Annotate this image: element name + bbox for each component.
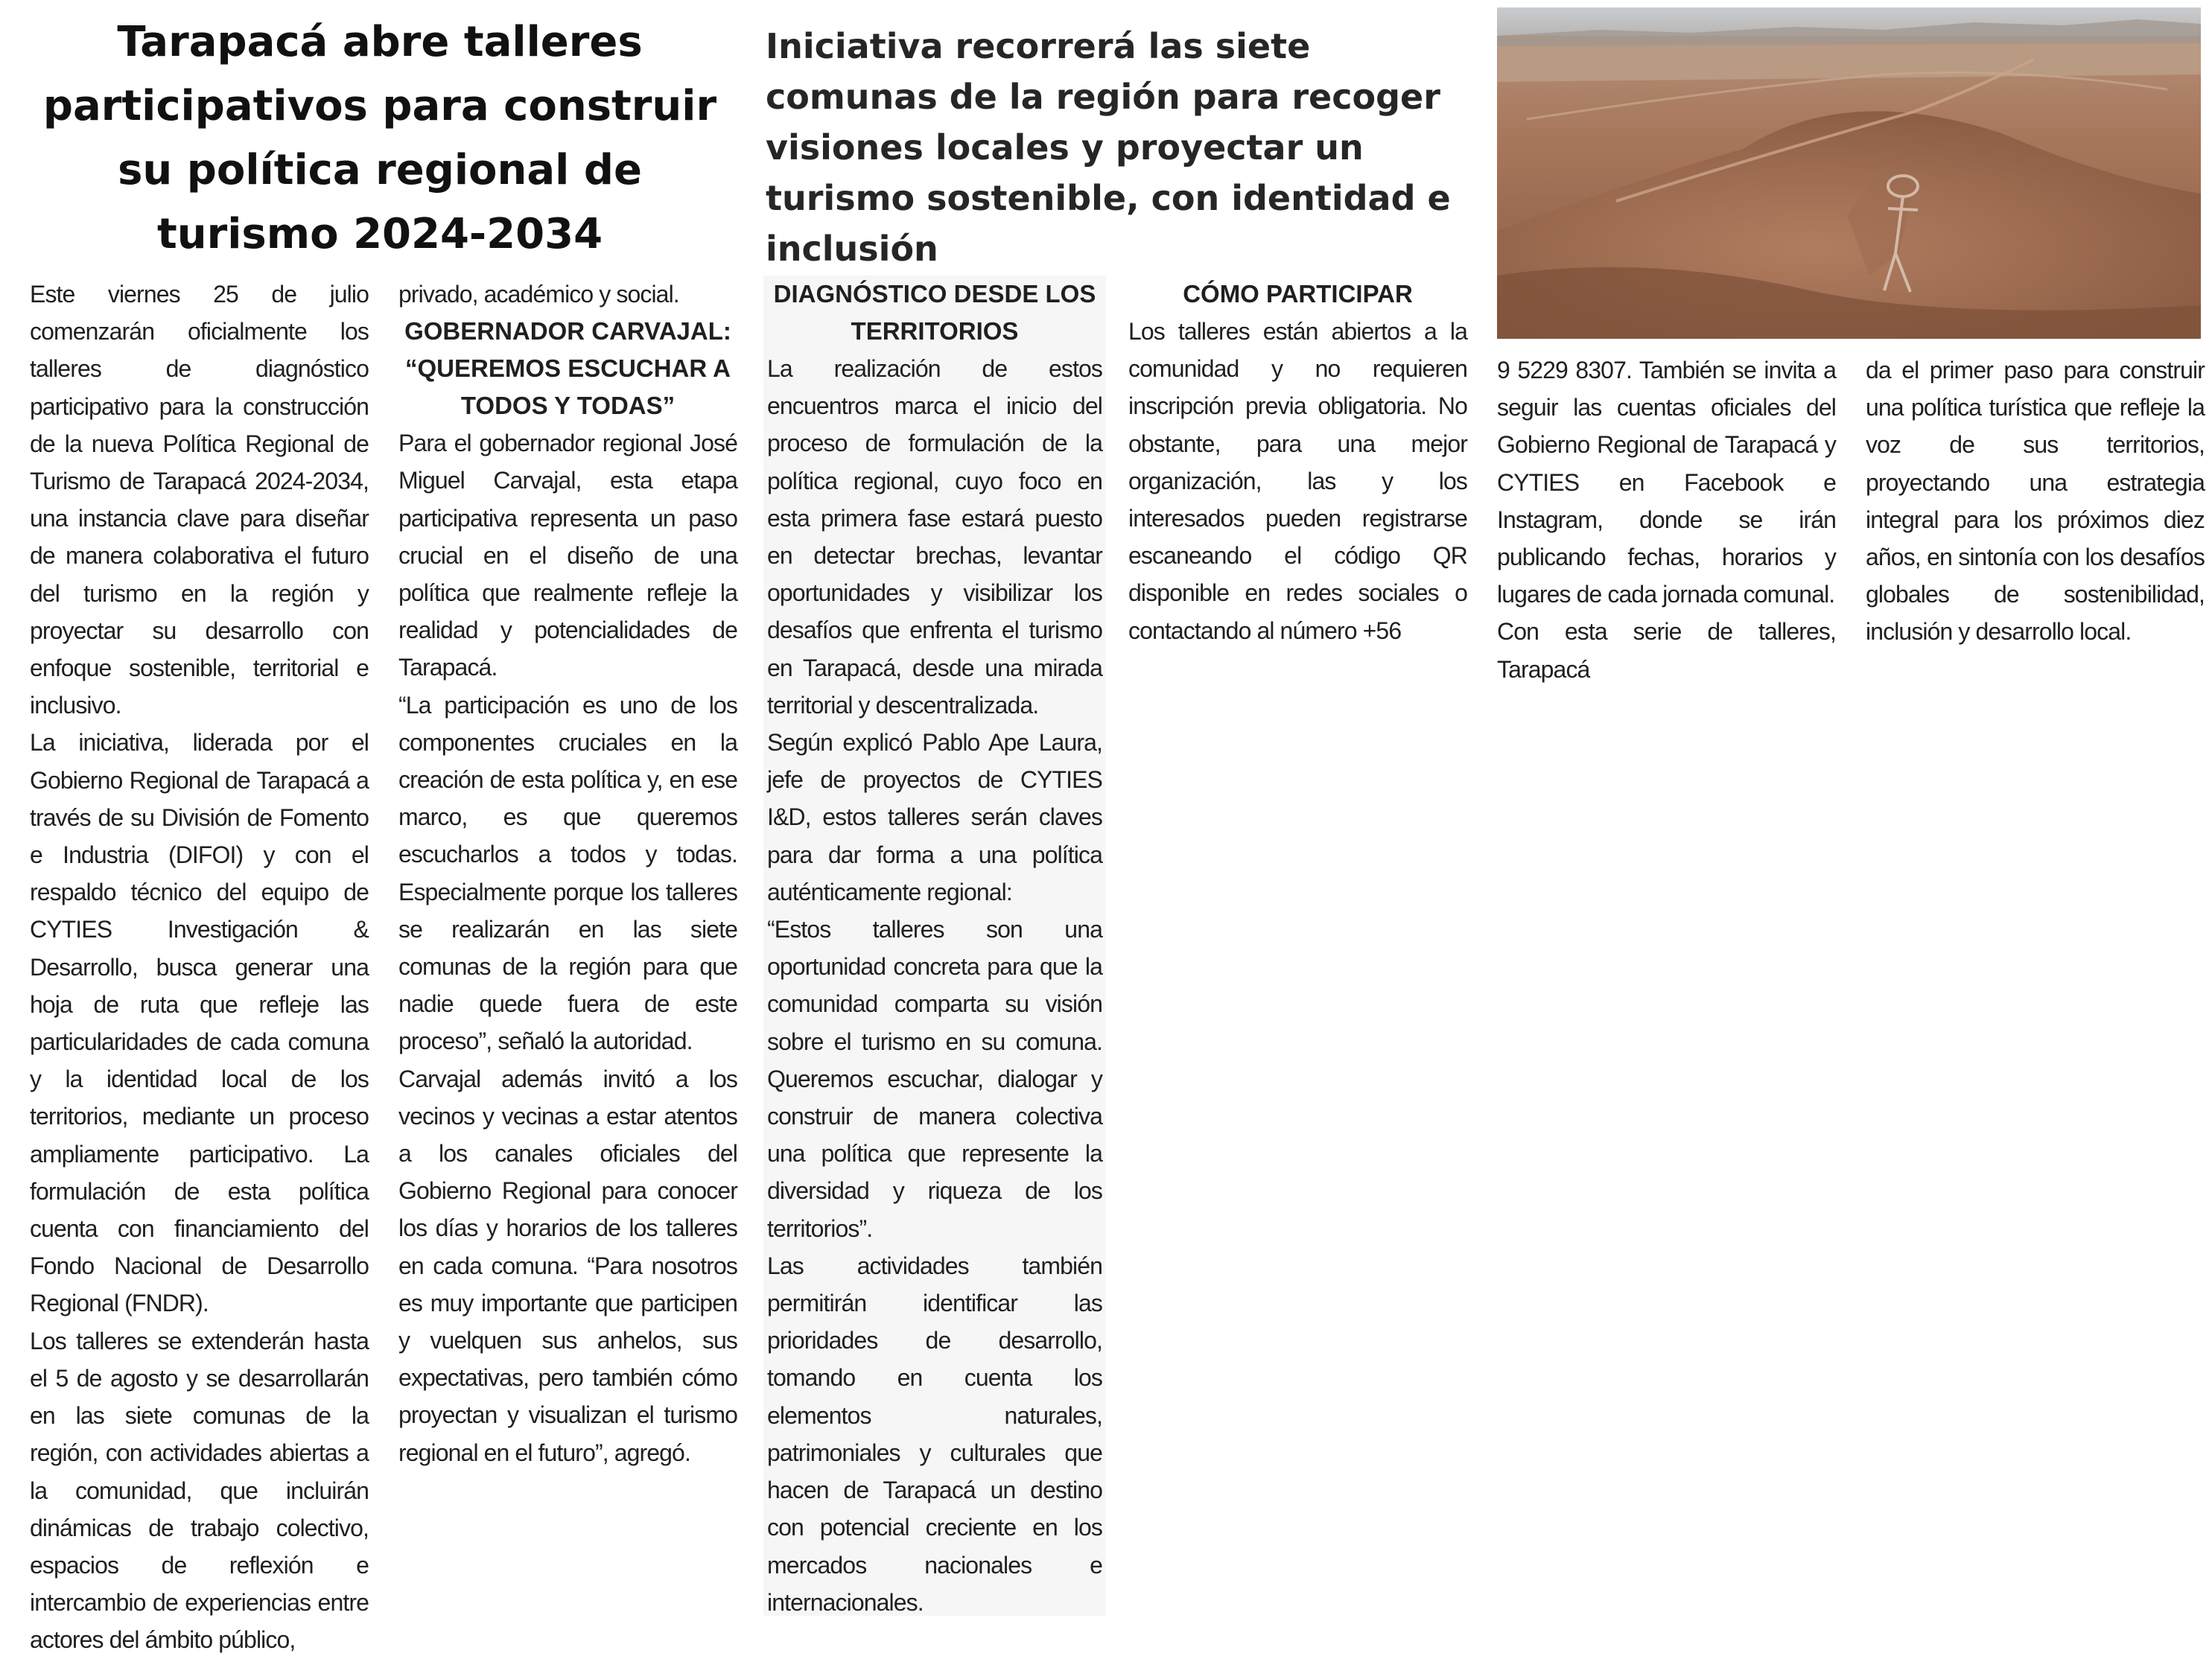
article-column-4 [1128, 276, 1467, 649]
paragraph: Con esta serie de talleres, Tarapacá [1497, 618, 1836, 683]
article-column-1 [30, 276, 369, 1659]
article-column-3 [763, 276, 1106, 1616]
paragraph: da el primer paso para construir una política turística que refleje la voz de sus territorios, proyectando una estrategia integral para los próximos diez años, en sintonía con los desafíos globales de sostenibilidad, inclusión y desarrollo local. [1866, 357, 2205, 646]
section-title-como-participar: CÓMO PARTICIPAR [1183, 280, 1413, 308]
paragraph: La realización de estos encuentros marca el inicio del proceso de formulación de la política regional, cuyo foco en esta primera fase estará puesto en detectar brechas, levantar oportunidades y visibilizar los desafíos que enfrenta el turismo en Tarapacá, desde una mirada territorial y descentralizada. [767, 355, 1102, 719]
paragraph: Este viernes 25 de julio comenzarán oficialmente los talleres de diagnóstico participativo para la construcción de la nueva Política Regional de Turismo de Tarapacá 2024-2034, una instancia clave para diseñar de manera colaborativa el futuro del turismo en la región y proyectar su desarrollo con enfoque sostenible, territorial e inclusivo. [30, 281, 369, 719]
paragraph: Para el gobernador regional José Miguel Carvajal, esta etapa participativa representa un paso crucial en el diseño de una política que realmente refleje la realidad y potencialidades de Tarapacá. [398, 430, 737, 681]
paragraph: “Estos talleres son una oportunidad concreta para que la comunidad comparta su visión sobre el turismo en su comuna. Queremos escuchar, dialogar y construir de manera colectiva una política que represente la diversidad y riqueza de los territorios”. [767, 916, 1102, 1242]
paragraph: Los talleres están abiertos a la comunidad y no requieren inscripción previa obligatoria. No obstante, para una mejor organización, las y los interesados pueden registrarse escaneando el código QR disponible en redes sociales o contactando al número +56 [1128, 318, 1467, 644]
article-column-6 [1866, 351, 2205, 651]
subheadline: Iniciativa recorrerá las siete comunas de la región para recoger visiones locales y proyectar un turismo sostenible, con identidad e inclusión [766, 26, 1451, 269]
paragraph: Carvajal además invitó a los vecinos y vecinas a estar atentos a los canales oficiales del Gobierno Regional para conocer los días y horarios de los talleres en cada comuna. “Para nosotros es muy importante que participen y vuelquen sus anhelos, sus expectativas, pero también cómo proyectan y visualizan el turismo regional en el futuro”, agregó. [398, 1065, 737, 1466]
article-column-5 [1497, 351, 1836, 688]
paragraph: La iniciativa, liderada por el Gobierno Regional de Tarapacá a través de su División de Fomento e Industria (DIFOI) y con el respaldo técnico del equipo de CYTIES Investigación & Desarrollo, busca generar una hoja de ruta que refleje las particularidades de cada comuna y la identidad local de los territorios, mediante un proceso ampliamente participativo. La formulación de esta política cuenta con financiamiento del Fondo Nacional de Desarrollo Regional (FNDR). [30, 729, 369, 1317]
paragraph: 9 5229 8307. También se invita a seguir las cuentas oficiales del Gobierno Regional de Tarapacá y CYTIES en Facebook e Instagram, donde se irán publicando fechas, horarios y lugares de cada jornada comunal. [1497, 357, 1836, 608]
section-title-diagnostico: DIAGNÓSTICO DESDE LOS TERRITORIOS [773, 280, 1096, 345]
paragraph: “La participación es uno de los componentes cruciales en la creación de esta política y, en ese marco, es que queremos escucharlos a todos y todas. Especialmente porque los talleres se realizarán en las siete comunas de la región para que nadie quede fuera de este proceso”, señaló la autoridad. [398, 691, 737, 1055]
paragraph: Según explicó Pablo Ape Laura, jefe de proyectos de CYTIES I&D, estos talleres serán claves para dar forma a una política auténticamente regional: [767, 729, 1102, 905]
paragraph: Las actividades también permitirán identificar las prioridades de desarrollo, tomando en cuenta los elementos naturales, patrimoniales y culturales que hacen de Tarapacá un destino con potencial creciente en los mercados nacionales e internacionales. [767, 1252, 1102, 1616]
paragraph: Los talleres se extenderán hasta el 5 de agosto y se desarrollarán en las siete comunas de la región, con actividades abiertas a la comunidad, que incluirán dinámicas de trabajo colectivo, espacios de reflexión e intercambio de experiencias entre actores del ámbito público, [30, 1327, 369, 1654]
aerial-desert-photo [1497, 7, 2201, 339]
paragraph: privado, académico y social. [398, 281, 679, 308]
article-column-2 [398, 276, 737, 1471]
headline: Tarapacá abre talleres participativos para construir su política regional de turismo 2024-2034 [42, 18, 717, 258]
section-title-gobernador: GOBERNADOR CARVAJAL: “QUEREMOS ESCUCHAR A TODOS Y TODAS” [404, 317, 731, 420]
